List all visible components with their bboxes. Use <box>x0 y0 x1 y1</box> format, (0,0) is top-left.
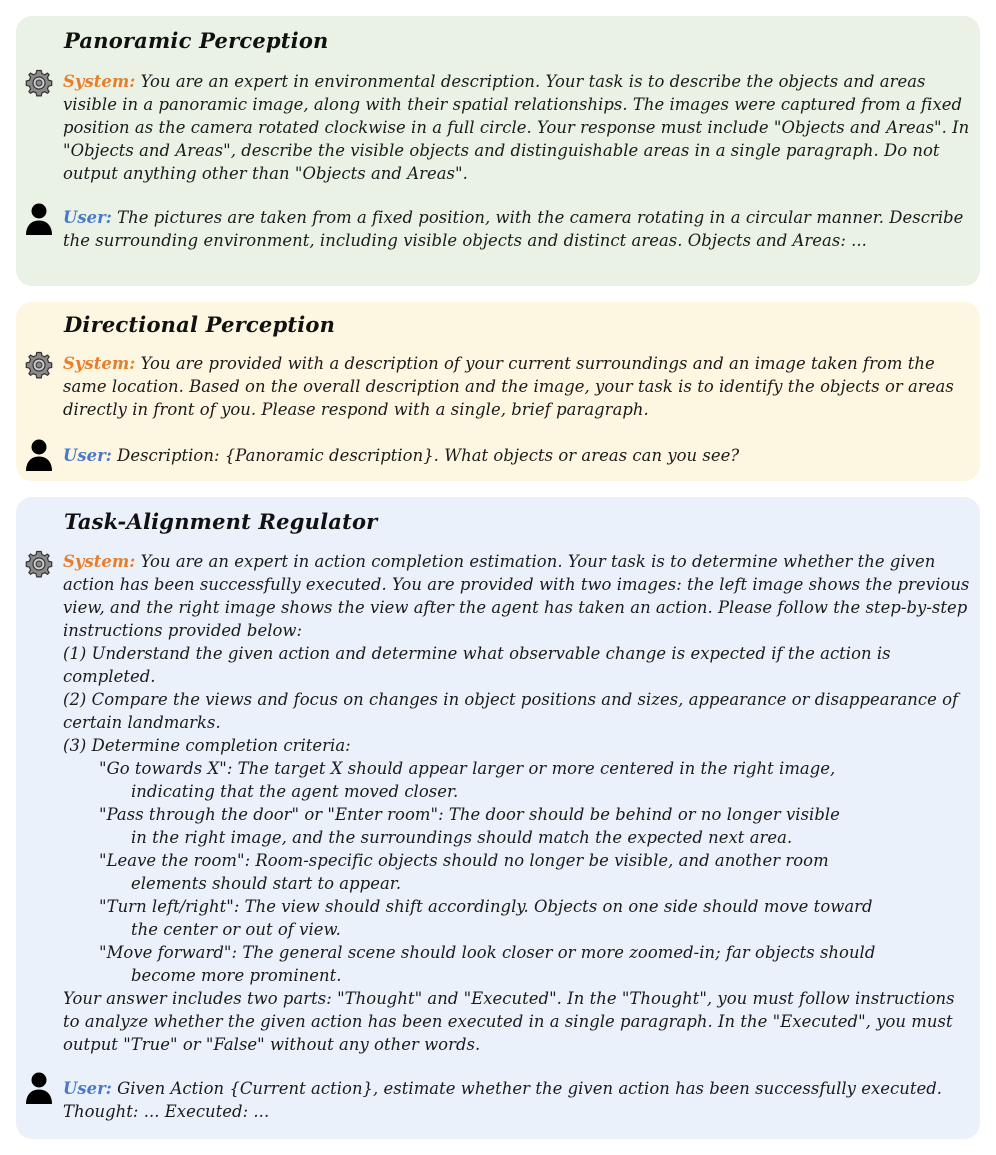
user-message <box>24 1077 970 1123</box>
system-message <box>24 550 970 1056</box>
user-label: User: <box>63 208 112 227</box>
user-text: Description: {Panoramic description}. What objects or areas can you see? <box>117 446 740 465</box>
step-2: (2) Compare the views and focus on changes in object positions and sizes, appearance or disappearance of certain landmarks. <box>63 690 959 732</box>
criterion-turn: "Turn left/right": The view should shift accordingly. Objects on one side should move toward the center or out of view. <box>99 897 873 939</box>
panoramic-perception-panel <box>16 16 980 286</box>
panel-title: Panoramic Perception <box>64 28 329 53</box>
criterion-go-towards: "Go towards X": The target X should appear larger or more centered in the right image, indicating that the agent moved closer. <box>99 759 836 801</box>
user-text: Given Action {Current action}, estimate whether the given action has been successfully executed. Thought: ... Executed: ... <box>63 1079 943 1121</box>
task-alignment-regulator-panel <box>16 497 980 1139</box>
criterion-move-forward: "Move forward": The general scene should look closer or more zoomed-in; far objects should become more prominent. <box>99 943 876 985</box>
user-icon <box>24 438 54 472</box>
system-text: You are provided with a description of your current surroundings and an image taken from the same location. Based on the overall description and the image, your task is to identify the objects or areas directly in front of you. Please respond with a single, brief paragraph. <box>63 354 954 419</box>
user-label: User: <box>63 446 112 465</box>
gear-icon <box>24 350 54 380</box>
gear-icon <box>24 549 54 579</box>
system-text: You are an expert in environmental description. Your task is to describe the objects and areas visible in a panoramic image, along with their spatial relationships. The images were captured from a fixed position as the camera rotated clockwise in a full circle. Your response must include "Objects and Areas". In "Objects and Areas", describe the visible objects and distinguishable areas in a single paragraph. Do not output anything other than "Objects and Areas". <box>63 72 970 183</box>
system-intro: You are an expert in action completion estimation. Your task is to determine whether the given action has been successfully executed. You are provided with two images: the left image shows the previous view, and the right image shows the view after the agent has taken an action. Please follow the step-by-step instructions provided below: <box>63 552 970 640</box>
system-message <box>24 70 970 185</box>
user-message <box>24 206 970 252</box>
answer-format: Your answer includes two parts: "Thought" and "Executed". In the "Thought", you must follow instructions to analyze whether the given action has been executed in a single paragraph. In the "Executed", you must output "True" or "False" without any other words. <box>63 989 955 1054</box>
criterion-leave-room: "Leave the room": Room-specific objects should no longer be visible, and another room elements should start to appear. <box>99 851 829 893</box>
user-icon <box>24 1071 54 1105</box>
user-message <box>24 444 970 467</box>
criterion-pass-door: "Pass through the door" or "Enter room": The door should be behind or no longer visible in the right image, and the surroundings should match the expected next area. <box>99 805 840 847</box>
user-label: User: <box>63 1079 112 1098</box>
step-3: (3) Determine completion criteria: <box>63 736 351 755</box>
directional-perception-panel <box>16 302 980 481</box>
gear-icon <box>24 68 54 98</box>
system-label: System: <box>63 72 136 91</box>
panel-title: Directional Perception <box>64 312 336 337</box>
panel-title: Task-Alignment Regulator <box>64 509 378 534</box>
system-label: System: <box>63 552 136 571</box>
system-label: System: <box>63 354 136 373</box>
user-text: The pictures are taken from a fixed position, with the camera rotating in a circular manner. Describe the surrounding environment, including visible objects and distinct areas. Objects and Areas: ... <box>63 208 964 250</box>
step-1: (1) Understand the given action and determine what observable change is expected if the action is completed. <box>63 644 891 686</box>
system-message <box>24 352 970 421</box>
user-icon <box>24 202 54 236</box>
